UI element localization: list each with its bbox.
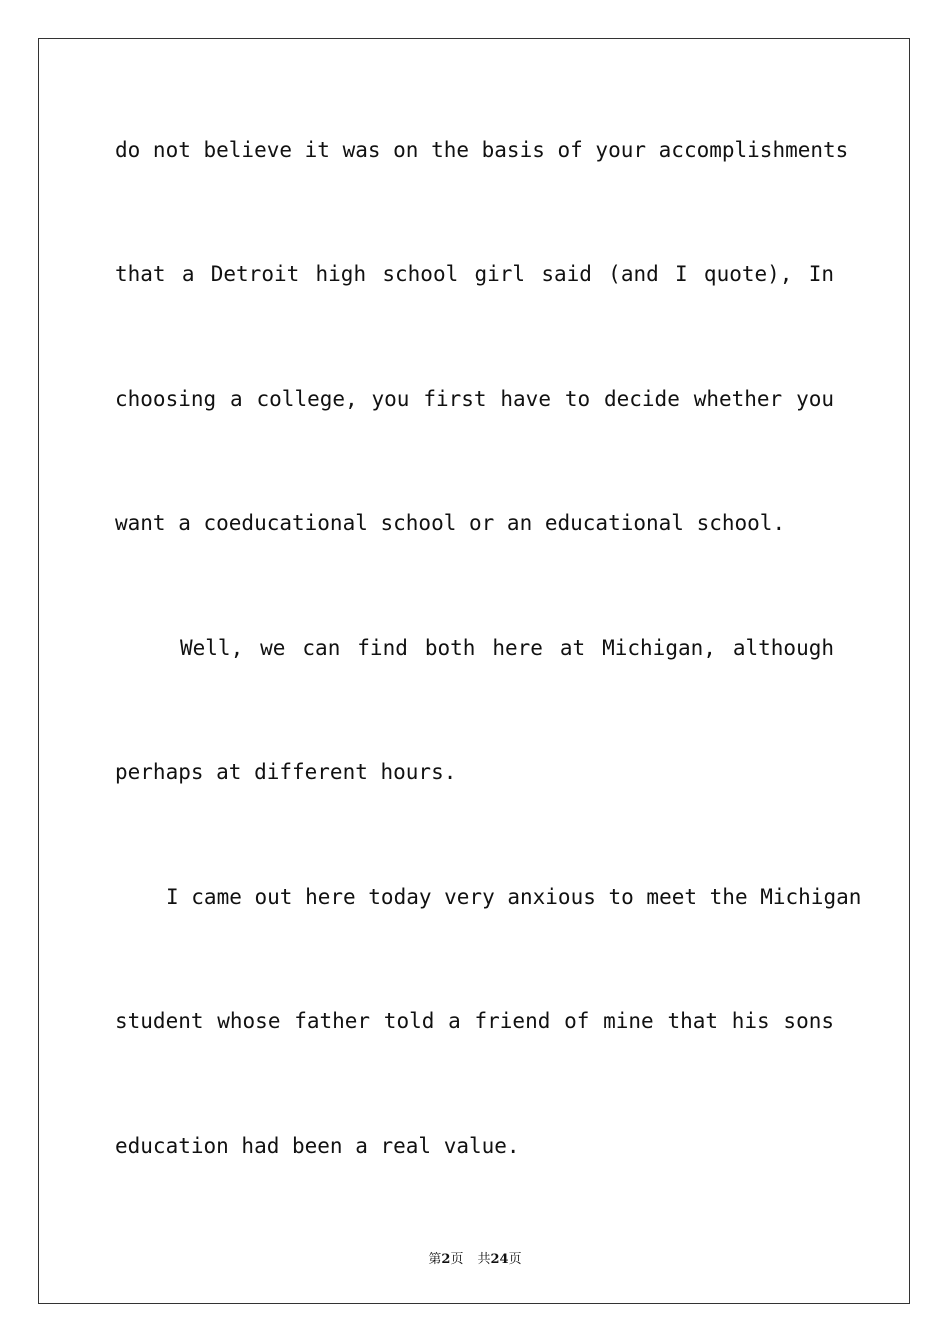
text-line-3: choosing a college, you first have to decide whether you: [115, 387, 834, 411]
text-line-6: perhaps at different hours.: [115, 760, 457, 784]
text-line-1: do not believe it was on the basis of your accomplishments: [115, 138, 849, 162]
text-line-7: I came out here today very anxious to meet the Michigan: [166, 885, 862, 909]
footer-page-suffix: 页: [450, 1252, 464, 1267]
text-line-5: Well, we can find both here at Michigan, although: [180, 636, 834, 660]
footer-total-pages: 24: [490, 1252, 509, 1267]
footer-page-prefix: 第: [428, 1252, 442, 1267]
footer-page-number: 2: [441, 1252, 451, 1267]
text-line-8: student whose father told a friend of mine that his sons: [115, 1009, 834, 1033]
footer-total-prefix: 共: [477, 1252, 491, 1267]
text-line-4: want a coeducational school or an educational school.: [115, 511, 786, 535]
text-line-2: that a Detroit high school girl said (and I quote), In: [115, 262, 834, 286]
text-line-9: education had been a real value.: [115, 1134, 520, 1158]
page-border: [38, 38, 910, 1304]
page-footer: [0, 1248, 950, 1267]
footer-total-suffix: 页: [508, 1252, 522, 1267]
